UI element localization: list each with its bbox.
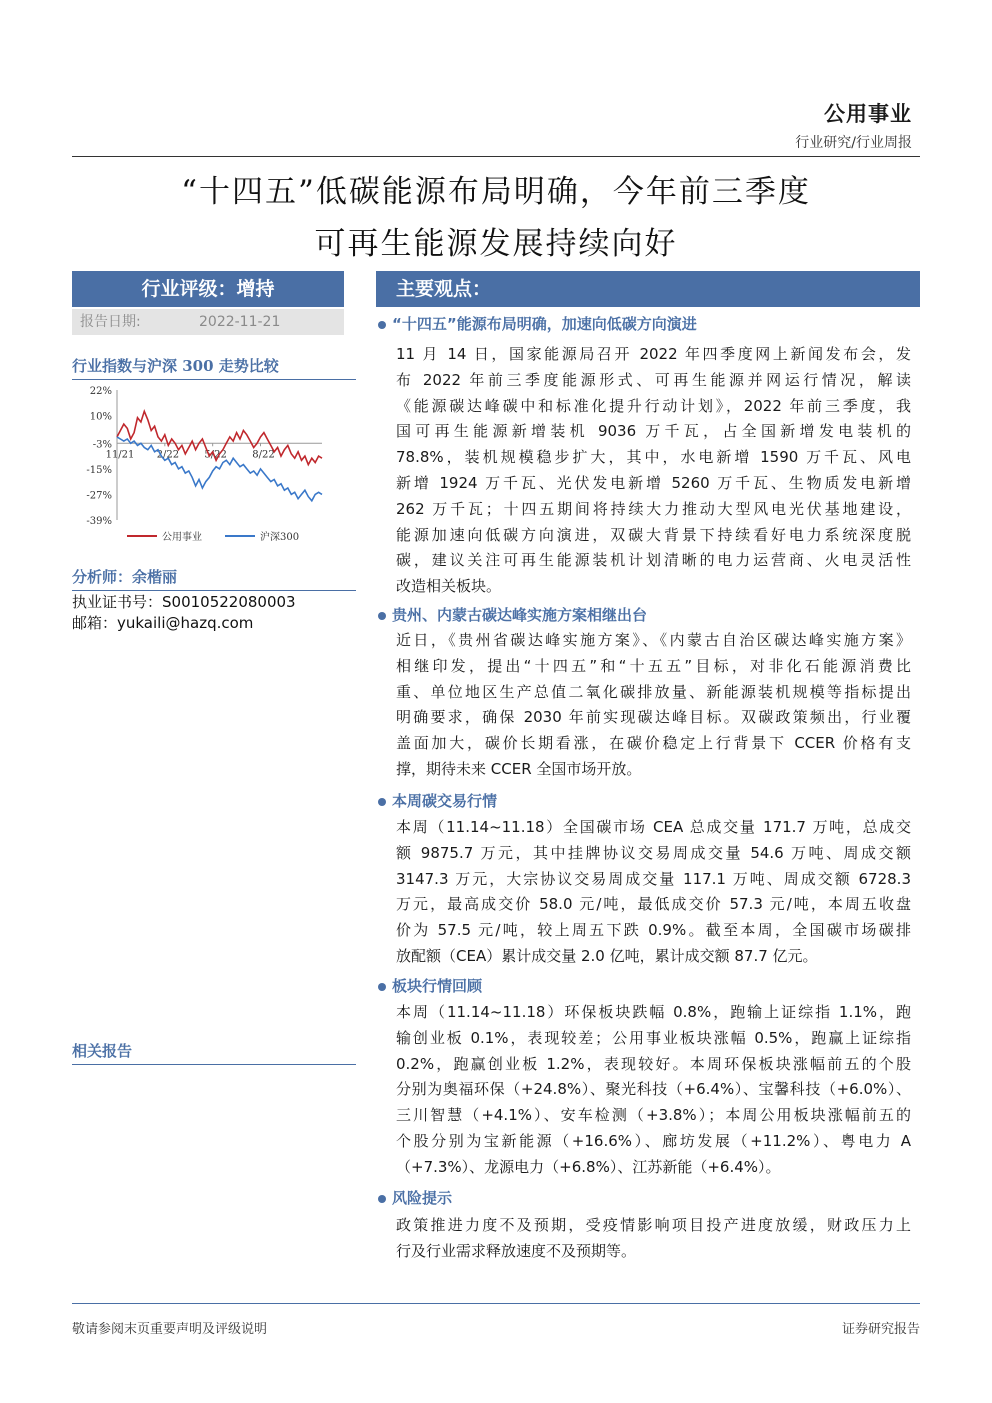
paragraph-line: 放配额（CEA）累计成交量 2.0 亿吨，累计成交额 87.7 亿元。 xyxy=(396,947,818,965)
analyst-license: 执业证书号：S0010522080003 xyxy=(72,593,296,611)
y-tick-label: -27% xyxy=(86,490,112,502)
section-title: 贵州、内蒙古碳达峰实施方案相继出台 xyxy=(392,606,648,624)
x-tick-label: 8/22 xyxy=(252,449,275,461)
paragraph-line: 明确要求，确保 2030 年前实现碳达峰目标。双碳政策频出，行业覆 xyxy=(396,708,911,727)
paragraph-line: 个股分别为宝新能源（+16.6%）、廊坊发展（+11.2%）、粤电力 A xyxy=(396,1132,911,1150)
section-heading xyxy=(378,604,647,625)
paragraph-line: 相继印发，提出“十四五”和“十五五”目标，对非化石能源消费比 xyxy=(396,656,911,675)
paragraph-line: 262 万千瓦；十四五期间将持续大力推动大型风电光伏基地建设， xyxy=(396,499,911,518)
paragraph-line: 国可再生能源新增装机 9036 万千瓦，占全国新增发电装机的 xyxy=(396,422,911,441)
section-title: 板块行情回顾 xyxy=(392,977,483,995)
section-title: 本周碳交易行情 xyxy=(392,792,498,810)
series-line-hs300 xyxy=(117,437,322,501)
y-tick-label: -39% xyxy=(86,516,112,527)
report-date-label: 报告日期: xyxy=(80,314,141,330)
index-comparison-chart xyxy=(72,380,332,550)
paragraph-line: 新增 1924 万千瓦、光伏发电新增 5260 万千瓦、生物质发电新增 xyxy=(396,474,911,492)
bullet-icon xyxy=(378,798,386,806)
paragraph-line: 11 月 14 日，国家能源局召开 2022 年四季度网上新闻发布会，发 xyxy=(396,345,911,363)
x-tick-label: 11/21 xyxy=(105,449,135,461)
paragraph-line: 重、单位地区生产总值二氧化碳排放量、新能源装机规模等指标提出 xyxy=(396,682,911,701)
report-title-line-1: “十四五”低碳能源布局明确，今年前三季度 xyxy=(181,174,811,210)
footer-rule xyxy=(72,1303,920,1304)
analyst-email: 邮箱：yukaili@hazq.com xyxy=(72,614,254,632)
paragraph-line: 本周（11.14~11.18）全国碳市场 CEA 总成交量 171.7 万吨，总成交 xyxy=(396,818,911,836)
section-heading xyxy=(378,790,497,811)
analyst-name: 分析师：余楷丽 xyxy=(72,566,356,591)
y-tick-label: -3% xyxy=(92,439,112,451)
section-heading xyxy=(378,975,482,996)
paragraph-line: 行及行业需求释放速度不及预期等。 xyxy=(396,1241,637,1260)
x-tick-label: 5/22 xyxy=(204,449,227,461)
y-tick-label: 10% xyxy=(89,411,112,423)
related-reports-heading: 相关报告 xyxy=(72,1040,356,1065)
paragraph-line: 分别为奥福环保（+24.8%）、聚光科技（+6.4%）、宝馨科技（+6.0%）、 xyxy=(396,1080,911,1099)
paragraph-line: 输创业板 0.1%，表现较差；公用事业板块涨幅 0.5%，跑赢上证综指 xyxy=(396,1028,911,1047)
report-type: 行业研究/行业周报 xyxy=(795,135,912,151)
bullet-icon xyxy=(378,321,386,329)
section-title: 风险提示 xyxy=(392,1189,453,1207)
paragraph-line: 近日，《贵州省碳达峰实施方案》、《内蒙古自治区碳达峰实施方案》 xyxy=(396,631,911,649)
paragraph-line: 3147.3 万元，大宗协议交易周成交量 117.1 万吨、周成交额 6728.3 xyxy=(396,869,911,888)
sector-name: 公用事业 xyxy=(824,101,912,126)
x-tick-label: 2/22 xyxy=(156,449,180,461)
paragraph-line: 万元，最高成交价 58.0 元/吨，最低成交价 57.3 元/吨，本周五收盘 xyxy=(396,895,911,914)
paragraph-line: 政策推进力度不及预期，受疫情影响项目投产进度放缓，财政压力上 xyxy=(396,1216,911,1234)
paragraph-line: 价为 57.5 元/吨，较上周五下跌 0.9%。截至本周，全国碳市场碳排 xyxy=(396,921,911,940)
industry-rating: 行业评级：增持 xyxy=(72,271,344,307)
section-heading xyxy=(378,1187,452,1208)
header-rule xyxy=(72,156,920,157)
paragraph-line: 改造相关板块。 xyxy=(396,577,502,596)
footer-label: 证券研究报告 xyxy=(841,1322,920,1337)
paragraph-line: 撑，期待未来 CCER 全国市场开放。 xyxy=(396,760,642,778)
paragraph-line: 《能源碳达峰碳中和标准化提升行动计划》，2022 年前三季度，我 xyxy=(396,396,911,415)
legend-label-hs300: 沪深300 xyxy=(260,532,300,543)
bullet-icon xyxy=(378,612,386,620)
footer-disclaimer: 敬请参阅末页重要声明及评级说明 xyxy=(72,1322,268,1337)
y-tick-label: -15% xyxy=(86,464,112,476)
paragraph-line: （+7.3%）、龙源电力（+6.8%）、江苏新能（+6.4%）。 xyxy=(396,1157,781,1176)
bullet-icon xyxy=(378,1195,386,1203)
report-title-line-2: 可再生能源发展持续向好 xyxy=(314,226,678,262)
chart-heading: 行业指数与沪深 300 走势比较 xyxy=(72,355,356,380)
bullet-icon xyxy=(378,983,386,991)
paragraph-line: 布 2022 年前三季度能源形式、可再生能源并网运行情况，解读 xyxy=(396,370,911,389)
section-title: “十四五”能源布局明确，加速向低碳方向演进 xyxy=(392,315,697,333)
report-date xyxy=(72,309,344,335)
paragraph-line: 78.8%，装机规模稳步扩大，其中，水电新增 1590 万千瓦、风电 xyxy=(396,448,911,467)
paragraph-line: 额 9875.7 万元，其中挂牌协议交易周成交量 54.6 万吨、周成交额 xyxy=(396,843,911,862)
y-tick-label: 22% xyxy=(89,386,112,397)
paragraph-line: 本周（11.14~11.18）环保板块跌幅 0.8%，跑输上证综指 1.1%，跑 xyxy=(396,1003,911,1021)
key-points-heading: 主要观点： xyxy=(376,271,920,307)
paragraph-line: 三川智慧（+4.1%）、安车检测（+3.8%）；本周公用板块涨幅前五的 xyxy=(396,1106,911,1125)
paragraph-line: 0.2%，跑赢创业板 1.2%，表现较好。本周环保板块涨幅前五的个股 xyxy=(396,1054,911,1073)
paragraph-line: 碳，建议关注可再生能源装机计划清晰的电力运营商、火电灵活性 xyxy=(396,551,911,570)
paragraph-line: 能源加速向低碳方向演进，双碳大背景下持续看好电力系统深度脱 xyxy=(396,525,911,544)
paragraph-line: 盖面加大，碳价长期看涨，在碳价稳定上行背景下 CCER 价格有支 xyxy=(396,734,911,753)
legend-label-utility: 公用事业 xyxy=(162,532,202,543)
report-date-value: 2022-11-21 xyxy=(199,314,281,330)
section-heading xyxy=(378,313,697,334)
